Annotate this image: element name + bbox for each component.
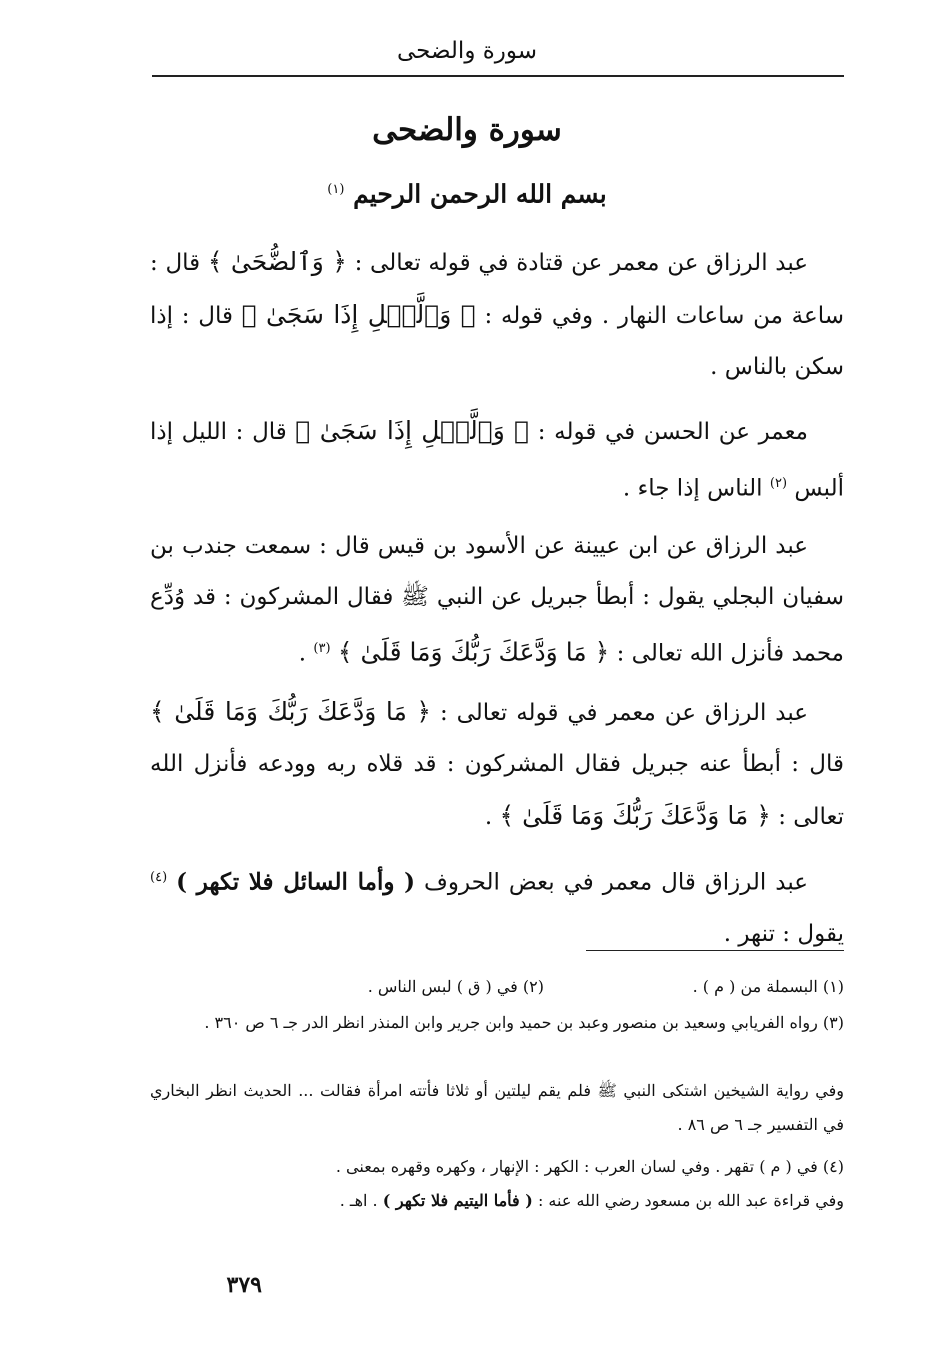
quran-verse: ﴿ مَا وَدَّعَكَ رَبُّكَ وَمَا قَلَىٰ ﴾ — [150, 697, 432, 726]
footnote-1: (١) البسملة من ( م ) . — [692, 977, 844, 996]
quran-verse: ﴿ مَا وَدَّعَكَ رَبُّكَ وَمَا قَلَىٰ ﴾ — [499, 801, 771, 830]
header-divider — [152, 75, 844, 77]
footnote-divider — [586, 950, 844, 951]
para-1-text-c: قال : إذا سكن بالناس . — [150, 303, 844, 380]
basmala — [0, 170, 934, 214]
footnote-ref-3: (٣) — [313, 641, 331, 656]
page-number: ٣٧٩ — [226, 1272, 262, 1298]
footnote-row-1-2 — [150, 970, 844, 1004]
quran-verse: ﴿ مَا وَدَّعَكَ رَبُّكَ وَمَا قَلَىٰ ﴾ — [337, 637, 610, 667]
footnote-3-text: (٣) رواه الفريابي وسعيد بن منصور وعبد بن حميد وابن جرير وابن المنذر انظر الدر جـ ٦ ص ٣٦٠ . — [204, 1013, 844, 1032]
footnote-3 — [150, 1006, 844, 1040]
footnote-2: (٢) في ( ق ) لبس الناس . — [367, 977, 544, 996]
para-5-text-a: عبد الرزاق قال معمر في بعض الحروف — [424, 869, 809, 896]
para-5-text-c: يقول : تنهر . — [723, 920, 844, 947]
para-4-text-b: قال : أبطأ عنه جبريل فقال المشركون : قد قلاه ربه وودعه فأنزل الله تعالى : — [150, 751, 844, 830]
footnote-3-continued — [150, 1074, 844, 1142]
footnote-4-cont-c: . اهـ . — [339, 1191, 378, 1210]
variant-reading: ( وأما السائل فلا تكهر ) — [176, 868, 416, 896]
quran-verse: ﴿ وَٱلَّيۡلِ إِذَا سَجَىٰ ﴾ — [295, 416, 530, 445]
running-header: سورة والضحى — [396, 38, 538, 64]
paragraph-3 — [150, 521, 844, 680]
basmala-text: بسم الله الرحمن الرحيم — [353, 179, 607, 209]
para-4-text-a: عبد الرزاق عن معمر في قوله تعالى : — [439, 700, 808, 726]
surah-title: سورة والضحى — [372, 112, 562, 148]
footnote-4-variant: ( فأما اليتيم فلا تكهر ) — [382, 1191, 533, 1210]
footnote-3-cont-text: وفي رواية الشيخين اشتكى النبي ﷺ فلم يقم ليلتين أو ثلاثا فأتته امرأة فقالت ... الحديث انظر البخاري في التفسير جـ ٦ ص ٨٦ . — [150, 1081, 844, 1134]
footnote-4-text: (٤) في ( م ) تقهر . وفي لسان العرب : الكهر : الإنهار ، وكهره وقهره بمعنى . — [335, 1157, 844, 1176]
paragraph-1 — [150, 236, 844, 393]
para-1-text-b: قال : ساعة من ساعات النهار . وفي قوله : — [150, 250, 845, 329]
footnote-4 — [150, 1150, 844, 1184]
paragraph-4 — [150, 686, 844, 843]
quran-verse: ﴿ وَٱلَّيۡلِ إِذَا سَجَىٰ ﴾ — [241, 300, 476, 329]
footnote-ref-4: (٤) — [150, 870, 168, 885]
para-2-text-c: الناس إذا جاء . — [622, 475, 763, 502]
footnote-ref-1: (١) — [327, 182, 345, 197]
para-3-text-a: عبد الرزاق عن ابن عيينة عن الأسود بن قيس قال : سمعت جندب بن سفيان البجلي يقول : أبطأ جبريل عن النبي ﷺ فقال المشركون : قد وُدِّع محمد فأنزل الله تعالى : — [150, 533, 844, 667]
para-2-text-a: معمر عن الحسن في قوله : — [537, 419, 808, 445]
paragraph-2 — [150, 405, 844, 515]
para-1-text-a: عبد الرزاق عن معمر عن قتادة في قوله تعالى : — [354, 250, 809, 276]
footnote-4-cont-a: وفي قراءة عبد الله بن مسعود رضي الله عنه : — [537, 1191, 844, 1210]
footnote-ref-2: (٢) — [769, 476, 788, 491]
paragraph-5 — [150, 852, 844, 960]
para-3-text-c: . — [298, 640, 307, 667]
para-2-text-b: قال : الليل إذا ألبس — [150, 419, 844, 502]
quran-verse: ﴿ وَٱلضُّحَىٰ ﴾ — [207, 247, 347, 276]
para-4-text-c: . — [484, 804, 493, 830]
footnote-4-continued — [150, 1184, 844, 1218]
